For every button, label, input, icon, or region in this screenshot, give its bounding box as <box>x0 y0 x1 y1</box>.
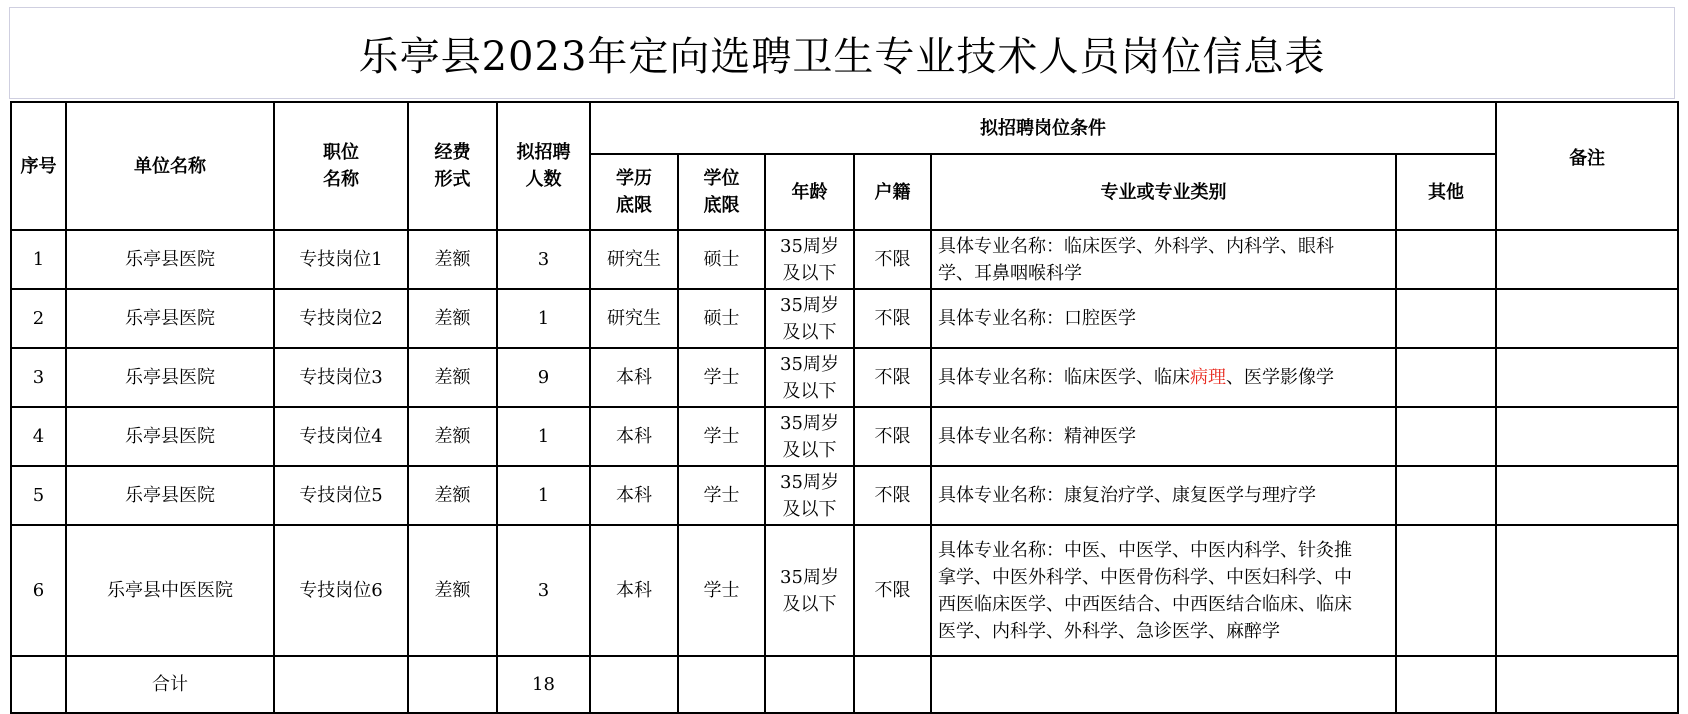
table-row <box>11 407 1678 466</box>
cell-degree: 硕士 <box>678 230 765 289</box>
title-box <box>9 7 1675 99</box>
cell-unit: 乐亭县医院 <box>66 289 274 348</box>
cell-position: 专技岗位4 <box>274 407 408 466</box>
cell-unit: 乐亭县医院 <box>66 348 274 407</box>
cell-seq: 4 <box>11 407 66 466</box>
age-line: 及以下 <box>782 498 837 520</box>
cell-hukou: 不限 <box>854 348 931 407</box>
age-line: 35周岁 <box>780 235 839 257</box>
cell-other <box>1396 348 1496 407</box>
cell-degree: 学士 <box>678 466 765 525</box>
cell-count: 9 <box>497 348 590 407</box>
cell-age <box>765 407 854 466</box>
table-row <box>11 348 1678 407</box>
age-line: 35周岁 <box>780 412 839 434</box>
total-empty <box>765 656 854 713</box>
cell-major: 具体专业名称：临床医学、外科学、内科学、眼科 学、耳鼻咽喉科学 <box>931 230 1396 289</box>
cell-major: 具体专业名称：康复治疗学、康复医学与理疗学 <box>931 466 1396 525</box>
total-empty <box>931 656 1396 713</box>
cell-funding: 差额 <box>408 407 497 466</box>
cell-remark <box>1496 348 1678 407</box>
cell-edu: 研究生 <box>590 289 678 348</box>
cell-position: 专技岗位6 <box>274 525 408 656</box>
age-line: 及以下 <box>782 321 837 343</box>
cell-degree: 学士 <box>678 525 765 656</box>
total-empty <box>274 656 408 713</box>
cell-remark <box>1496 230 1678 289</box>
age-line: 及以下 <box>782 380 837 402</box>
cell-hukou: 不限 <box>854 466 931 525</box>
cell-position: 专技岗位1 <box>274 230 408 289</box>
cell-hukou: 不限 <box>854 407 931 466</box>
cell-count: 1 <box>497 466 590 525</box>
age-line: 35周岁 <box>780 566 839 588</box>
cell-count: 3 <box>497 525 590 656</box>
header-count: 拟招聘 人数 <box>497 102 590 230</box>
table-row <box>11 466 1678 525</box>
positions-table <box>10 101 1679 714</box>
total-row <box>11 656 1678 713</box>
cell-hukou: 不限 <box>854 230 931 289</box>
cell-position: 专技岗位2 <box>274 289 408 348</box>
cell-seq: 3 <box>11 348 66 407</box>
cell-count: 3 <box>497 230 590 289</box>
total-count: 18 <box>497 656 590 713</box>
cell-unit: 乐亭县中医医院 <box>66 525 274 656</box>
cell-other <box>1396 230 1496 289</box>
cell-other <box>1396 525 1496 656</box>
cell-seq: 2 <box>11 289 66 348</box>
cell-edu: 本科 <box>590 407 678 466</box>
cell-hukou: 不限 <box>854 525 931 656</box>
cell-other <box>1396 407 1496 466</box>
total-label: 合计 <box>66 656 274 713</box>
header-row <box>11 102 1678 154</box>
major-text: 具体专业名称：临床医学、临床 <box>938 367 1190 388</box>
cell-funding: 差额 <box>408 466 497 525</box>
cell-degree: 硕士 <box>678 289 765 348</box>
cell-edu: 本科 <box>590 525 678 656</box>
cell-remark <box>1496 525 1678 656</box>
table-row <box>11 289 1678 348</box>
header-funding: 经费 形式 <box>408 102 497 230</box>
cell-major <box>931 348 1396 407</box>
cell-funding: 差额 <box>408 289 497 348</box>
cell-funding: 差额 <box>408 348 497 407</box>
cell-hukou: 不限 <box>854 289 931 348</box>
header-remark: 备注 <box>1496 102 1678 230</box>
cell-funding: 差额 <box>408 230 497 289</box>
header-hukou: 户籍 <box>854 154 931 230</box>
cell-major: 具体专业名称：口腔医学 <box>931 289 1396 348</box>
cell-seq: 6 <box>11 525 66 656</box>
cell-unit: 乐亭县医院 <box>66 466 274 525</box>
age-line: 35周岁 <box>780 353 839 375</box>
cell-edu: 本科 <box>590 348 678 407</box>
total-empty <box>1496 656 1678 713</box>
cell-seq: 1 <box>11 230 66 289</box>
cell-position: 专技岗位3 <box>274 348 408 407</box>
total-empty <box>408 656 497 713</box>
cell-age <box>765 525 854 656</box>
cell-position: 专技岗位5 <box>274 466 408 525</box>
header-major: 专业或专业类别 <box>931 154 1396 230</box>
cell-age <box>765 230 854 289</box>
table-row <box>11 525 1678 656</box>
cell-remark <box>1496 466 1678 525</box>
age-line: 及以下 <box>782 262 837 284</box>
cell-count: 1 <box>497 289 590 348</box>
header-unit: 单位名称 <box>66 102 274 230</box>
table-row <box>11 230 1678 289</box>
cell-age <box>765 289 854 348</box>
age-line: 35周岁 <box>780 294 839 316</box>
cell-degree: 学士 <box>678 407 765 466</box>
cell-funding: 差额 <box>408 525 497 656</box>
cell-unit: 乐亭县医院 <box>66 407 274 466</box>
header-age: 年龄 <box>765 154 854 230</box>
total-empty <box>1396 656 1496 713</box>
major-highlight: 病理 <box>1190 367 1226 388</box>
cell-major: 具体专业名称：精神医学 <box>931 407 1396 466</box>
header-other: 其他 <box>1396 154 1496 230</box>
cell-edu: 研究生 <box>590 230 678 289</box>
cell-degree: 学士 <box>678 348 765 407</box>
total-empty <box>678 656 765 713</box>
page-title: 乐亭县2023年定向选聘卫生专业技术人员岗位信息表 <box>358 33 1326 80</box>
cell-remark <box>1496 407 1678 466</box>
cell-unit: 乐亭县医院 <box>66 230 274 289</box>
major-text: 、医学影像学 <box>1226 367 1334 388</box>
cell-other <box>1396 466 1496 525</box>
age-line: 及以下 <box>782 439 837 461</box>
header-position: 职位 名称 <box>274 102 408 230</box>
header-degree: 学位 底限 <box>678 154 765 230</box>
age-line: 及以下 <box>782 593 837 615</box>
cell-edu: 本科 <box>590 466 678 525</box>
cell-age <box>765 348 854 407</box>
cell-seq: 5 <box>11 466 66 525</box>
cell-major: 具体专业名称：中医、中医学、中医内科学、针灸推 拿学、中医外科学、中医骨伤科学、中医妇科学、中 西医临床医学、中西医结合、中西医结合临床、临床 医学、内科学、外科学、急诊医学、麻醉学 <box>931 525 1396 656</box>
total-empty <box>854 656 931 713</box>
header-seq: 序号 <box>11 102 66 230</box>
total-seq <box>11 656 66 713</box>
header-edu: 学历 底限 <box>590 154 678 230</box>
cell-other <box>1396 289 1496 348</box>
age-line: 35周岁 <box>780 471 839 493</box>
cell-count: 1 <box>497 407 590 466</box>
cell-age <box>765 466 854 525</box>
cell-remark <box>1496 289 1678 348</box>
total-empty <box>590 656 678 713</box>
header-conditions: 拟招聘岗位条件 <box>590 102 1496 154</box>
